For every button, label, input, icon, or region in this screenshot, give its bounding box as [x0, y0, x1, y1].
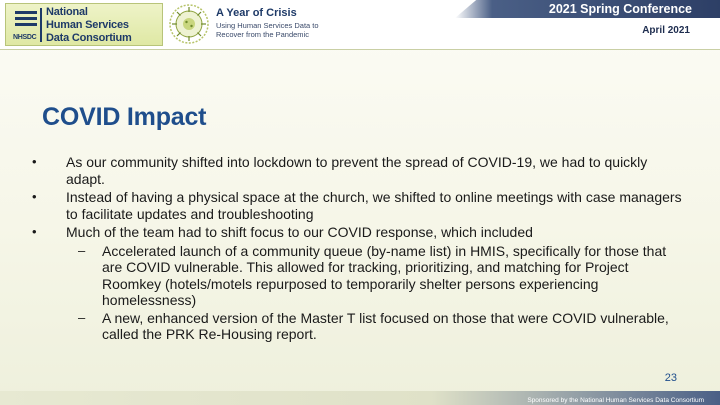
sub-list-item — [30, 243, 690, 309]
conference-date: April 2021 — [642, 25, 690, 36]
nhsdc-line-3: Data Consortium — [46, 32, 132, 44]
list-item — [30, 189, 690, 222]
header-banner — [0, 0, 720, 50]
nhsdc-mark-icon — [12, 8, 42, 42]
bullet-icon: • — [32, 224, 37, 239]
page-title: COVID Impact — [42, 103, 207, 131]
virus-seal-icon — [168, 3, 210, 45]
conference-title: 2021 Spring Conference — [548, 2, 692, 16]
bullet-icon: • — [32, 189, 37, 204]
nhsdc-logo — [5, 3, 163, 46]
footer-bar — [0, 391, 720, 405]
dash-icon: – — [78, 242, 86, 258]
bullet-text: Instead of having a physical space at the church, we shifted to online meetings with case managers to facilitate updates and troubleshooting — [66, 189, 682, 222]
bullet-text: Much of the team had to shift focus to our COVID response, which included — [66, 224, 533, 240]
footer-sponsor-text: Sponsored by the National Human Services Data Consortium — [527, 397, 704, 404]
bullet-text: A new, enhanced version of the Master T list focused on those that were COVID vulnerable, called the PRK Re-Housing report. — [102, 309, 669, 342]
list-item — [30, 154, 690, 187]
bullet-icon: • — [32, 154, 37, 169]
bullet-list — [30, 154, 690, 344]
nhsdc-line-1: National — [46, 6, 88, 18]
year-of-crisis-logo — [166, 3, 342, 46]
event-title: A Year of Crisis — [216, 7, 297, 19]
dash-icon: – — [78, 309, 86, 325]
bullet-text: As our community shifted into lockdown to prevent the spread of COVID-19, we had to quickly adapt. — [66, 154, 648, 187]
nhsdc-name — [46, 6, 162, 45]
nhsdc-tag: NHSDC — [13, 34, 37, 41]
event-subtitle: Using Human Services Data to Recover from the Pandemic — [216, 21, 319, 39]
slide-number: 23 — [664, 372, 677, 384]
nhsdc-line-2: Human Services — [46, 19, 129, 31]
list-item — [30, 224, 690, 241]
bullet-text: Accelerated launch of a community queue (by-name list) in HMIS, specifically for those that are COVID vulnerable. This allowed for tracking, prioritizing, and matching for Project Roomkey (hotels/motels repurposed to temporarily shelter persons experiencing homelessness) — [102, 242, 667, 308]
sub-list-item — [30, 310, 690, 343]
